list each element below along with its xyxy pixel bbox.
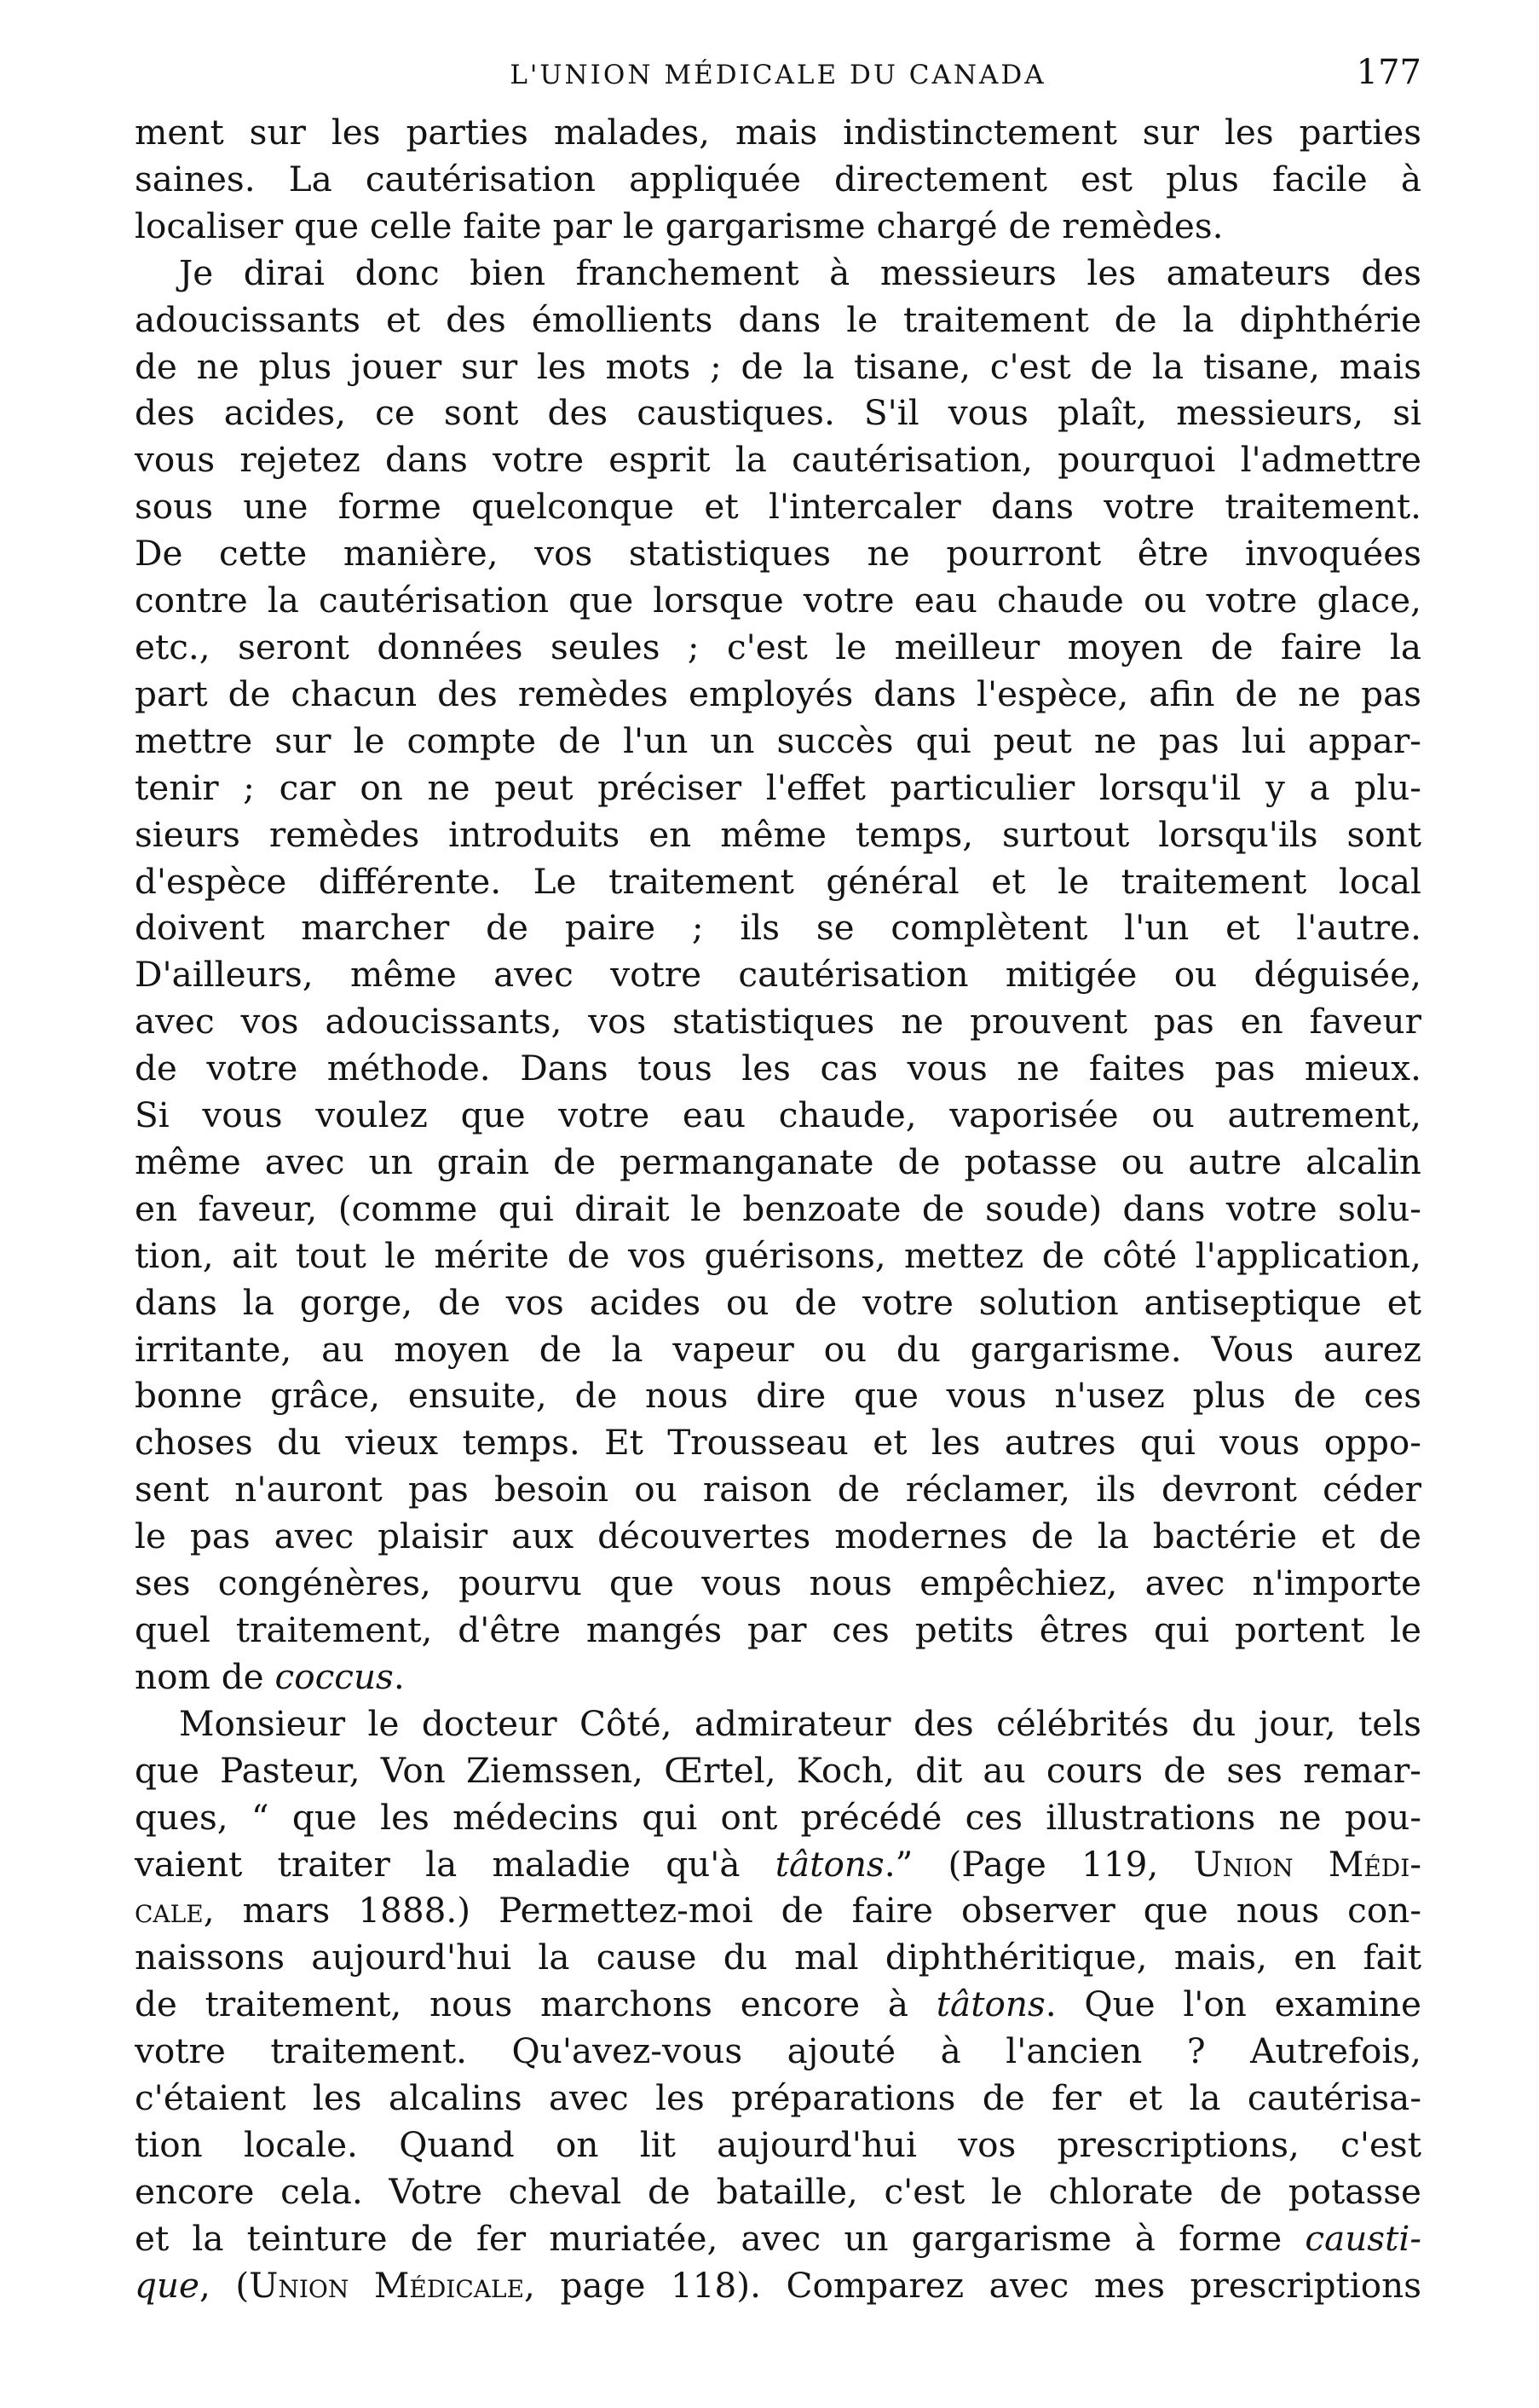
text-run: choses du vieux temps. Et Trousseau et les autres qui vous oppo- bbox=[135, 1422, 1421, 1464]
text-run: des acides, ce sont des caustiques. S'il vous plaît, messieurs, si bbox=[135, 392, 1421, 434]
text-run: ses congénères, pourvu que vous nous empêchiez, avec n'importe bbox=[135, 1562, 1421, 1604]
text-line bbox=[135, 2215, 1421, 2262]
text-run: bonne grâce, ensuite, de nous dire que vous n'usez plus de ces bbox=[135, 1375, 1421, 1417]
text-line bbox=[135, 811, 1421, 858]
text-run: adoucissants et des émollients dans le traitement de la diphthérie bbox=[135, 298, 1421, 340]
text-line bbox=[135, 1139, 1421, 1186]
text-run: part de chacun des remèdes employés dans l'espèce, afin de ne pas bbox=[135, 673, 1421, 714]
text-line bbox=[135, 904, 1421, 951]
text-line bbox=[135, 577, 1421, 624]
text-line bbox=[135, 858, 1421, 905]
running-head: L'UNION MÉDICALE DU CANADA bbox=[510, 60, 1046, 90]
text-run: Je dirai donc bien franchement à messieurs les amateurs des bbox=[179, 251, 1421, 293]
text-run: le pas avec plaisir aux découvertes modernes de la bactérie et de bbox=[135, 1516, 1421, 1557]
text-run: . bbox=[393, 1655, 405, 1697]
page-header bbox=[135, 49, 1421, 109]
text-run: causti- bbox=[1305, 2217, 1421, 2259]
text-line bbox=[135, 1326, 1421, 1373]
text-line bbox=[135, 344, 1421, 390]
text-line bbox=[135, 297, 1421, 344]
text-run: nom de bbox=[135, 1655, 275, 1697]
text-line bbox=[135, 1466, 1421, 1513]
text-run: tâtons bbox=[775, 1843, 885, 1885]
text-line bbox=[135, 1092, 1421, 1139]
text-line bbox=[135, 250, 1421, 297]
text-run: etc., seront données seules ; c'est le meilleur moyen de faire la bbox=[135, 626, 1421, 667]
document-page bbox=[135, 49, 1421, 2309]
text-line bbox=[135, 765, 1421, 811]
text-run: c'étaient les alcalins avec les préparations de fer et la cautérisa- bbox=[135, 2077, 1421, 2119]
text-run: même avec un grain de permanganate de potasse ou autre alcalin bbox=[135, 1140, 1421, 1182]
text-run: tion, ait tout le mérite de vos guérisons, mettez de côté l'application, bbox=[135, 1234, 1421, 1276]
text-line bbox=[135, 671, 1421, 718]
text-run: avec vos adoucissants, vos statistiques ne prouvent pas en faveur bbox=[135, 1001, 1421, 1042]
text-line bbox=[135, 203, 1421, 250]
text-line bbox=[135, 1701, 1421, 1747]
text-run: mettre sur le compte de l'un un succès qui peut ne pas lui appar- bbox=[135, 719, 1421, 761]
text-run: sieurs remèdes introduits en même temps, surtout lorsqu'ils sont bbox=[135, 813, 1421, 855]
text-line bbox=[135, 1794, 1421, 1841]
text-run: irritante, au moyen de la vapeur ou du gargarisme. Vous aurez bbox=[135, 1328, 1421, 1370]
text-line bbox=[135, 1560, 1421, 1607]
text-run: sent n'auront pas besoin ou raison de réclamer, ils devront céder bbox=[135, 1469, 1421, 1510]
text-run: en faveur, (comme qui dirait le benzoate de soude) dans votre solu- bbox=[135, 1187, 1421, 1229]
text-run: Monsieur le docteur Côté, admirateur des célébrités du jour, tels bbox=[179, 1702, 1421, 1744]
text-run: quel traitement, d'être mangés par ces petits êtres qui portent le bbox=[135, 1609, 1421, 1650]
text-line bbox=[135, 109, 1421, 156]
text-line bbox=[135, 483, 1421, 530]
text-run: contre la cautérisation que lorsque votre eau chaude ou votre glace, bbox=[135, 580, 1421, 621]
text-line bbox=[135, 530, 1421, 577]
text-line bbox=[135, 1045, 1421, 1092]
text-run: doivent marcher de paire ; ils se complètent l'un et l'autre. bbox=[135, 907, 1421, 949]
text-run: Union Médi- bbox=[1193, 1843, 1421, 1885]
text-line bbox=[135, 1654, 1421, 1701]
text-run: d'espèce différente. Le traitement général et le traitement local bbox=[135, 860, 1421, 902]
text-line bbox=[135, 2028, 1421, 2075]
text-run: ques, “ que les médecins qui ont précédé ces illustrations ne pou- bbox=[135, 1796, 1421, 1838]
text-run: , page 118). Comparez avec mes prescriptions bbox=[524, 2264, 1421, 2306]
text-line bbox=[135, 1233, 1421, 1279]
text-run: De cette manière, vos statistiques ne pourront être invoquées bbox=[135, 533, 1421, 575]
text-line bbox=[135, 2262, 1421, 2309]
text-line bbox=[135, 390, 1421, 436]
text-line bbox=[135, 156, 1421, 203]
text-run: vous rejetez dans votre esprit la cautérisation, pourquoi l'admettre bbox=[135, 439, 1421, 481]
text-run: ment sur les parties malades, mais indistinctement sur les parties bbox=[135, 112, 1421, 153]
text-line bbox=[135, 1981, 1421, 2028]
text-line bbox=[135, 951, 1421, 998]
text-run: tenir ; car on ne peut préciser l'effet particulier lorsqu'il y a plu- bbox=[135, 766, 1421, 808]
text-run: de traitement, nous marchons encore à bbox=[135, 1984, 937, 2025]
text-run: , ( bbox=[199, 2264, 250, 2306]
text-run: que Pasteur, Von Ziemssen, Œrtel, Koch, dit au cours de ses remar- bbox=[135, 1749, 1421, 1791]
text-line bbox=[135, 998, 1421, 1045]
text-line bbox=[135, 2168, 1421, 2215]
text-line bbox=[135, 1887, 1421, 1934]
text-line bbox=[135, 2075, 1421, 2122]
text-run: localiser que celle faite par le gargarisme chargé de remèdes. bbox=[135, 205, 1224, 246]
text-line bbox=[135, 1372, 1421, 1419]
text-run: .” (Page 119, bbox=[884, 1843, 1194, 1885]
text-run: sous une forme quelconque et l'intercaler dans votre traitement. bbox=[135, 486, 1421, 528]
body-text bbox=[135, 109, 1421, 2309]
text-run: votre traitement. Qu'avez-vous ajouté à l'ancien ? Autrefois, bbox=[135, 2030, 1421, 2072]
text-run: tâtons bbox=[936, 1984, 1046, 2025]
text-run: D'ailleurs, même avec votre cautérisation mitigée ou déguisée, bbox=[135, 954, 1421, 996]
text-line bbox=[135, 1419, 1421, 1466]
text-line bbox=[135, 1841, 1421, 1888]
text-line bbox=[135, 1607, 1421, 1654]
text-run: . Que l'on examine bbox=[1045, 1984, 1421, 2025]
text-line bbox=[135, 1513, 1421, 1560]
text-run: que bbox=[135, 2264, 199, 2306]
text-run: , mars 1888.) Permettez-moi de faire observer que nous con- bbox=[203, 1890, 1421, 1932]
text-run: et la teinture de fer muriatée, avec un gargarisme à forme bbox=[135, 2217, 1306, 2259]
text-run: de ne plus jouer sur les mots ; de la tisane, c'est de la tisane, mais bbox=[135, 345, 1421, 387]
text-line bbox=[135, 1747, 1421, 1794]
text-run: cale bbox=[135, 1890, 204, 1932]
text-run: Si vous voulez que votre eau chaude, vaporisée ou autrement, bbox=[135, 1094, 1421, 1136]
text-run: saines. La cautérisation appliquée directement est plus facile à bbox=[135, 158, 1421, 199]
text-run: coccus bbox=[274, 1655, 394, 1697]
text-run: dans la gorge, de vos acides ou de votre solution antiseptique et bbox=[135, 1281, 1421, 1323]
text-run: vaient traiter la maladie qu'à bbox=[135, 1843, 775, 1885]
text-line bbox=[135, 1934, 1421, 1981]
text-line bbox=[135, 1186, 1421, 1233]
text-run: encore cela. Votre cheval de bataille, c'est le chlorate de potasse bbox=[135, 2170, 1421, 2212]
text-run: tion locale. Quand on lit aujourd'hui vos prescriptions, c'est bbox=[135, 2123, 1421, 2165]
page-number: 177 bbox=[1356, 53, 1421, 92]
text-line bbox=[135, 624, 1421, 671]
text-line bbox=[135, 718, 1421, 765]
text-line bbox=[135, 436, 1421, 483]
text-line bbox=[135, 2122, 1421, 2168]
text-line bbox=[135, 1279, 1421, 1326]
text-run: de votre méthode. Dans tous les cas vous ne faites pas mieux. bbox=[135, 1048, 1421, 1089]
text-run: Union Médicale bbox=[249, 2264, 525, 2306]
text-run: naissons aujourd'hui la cause du mal diphthéritique, mais, en fait bbox=[135, 1937, 1421, 1978]
